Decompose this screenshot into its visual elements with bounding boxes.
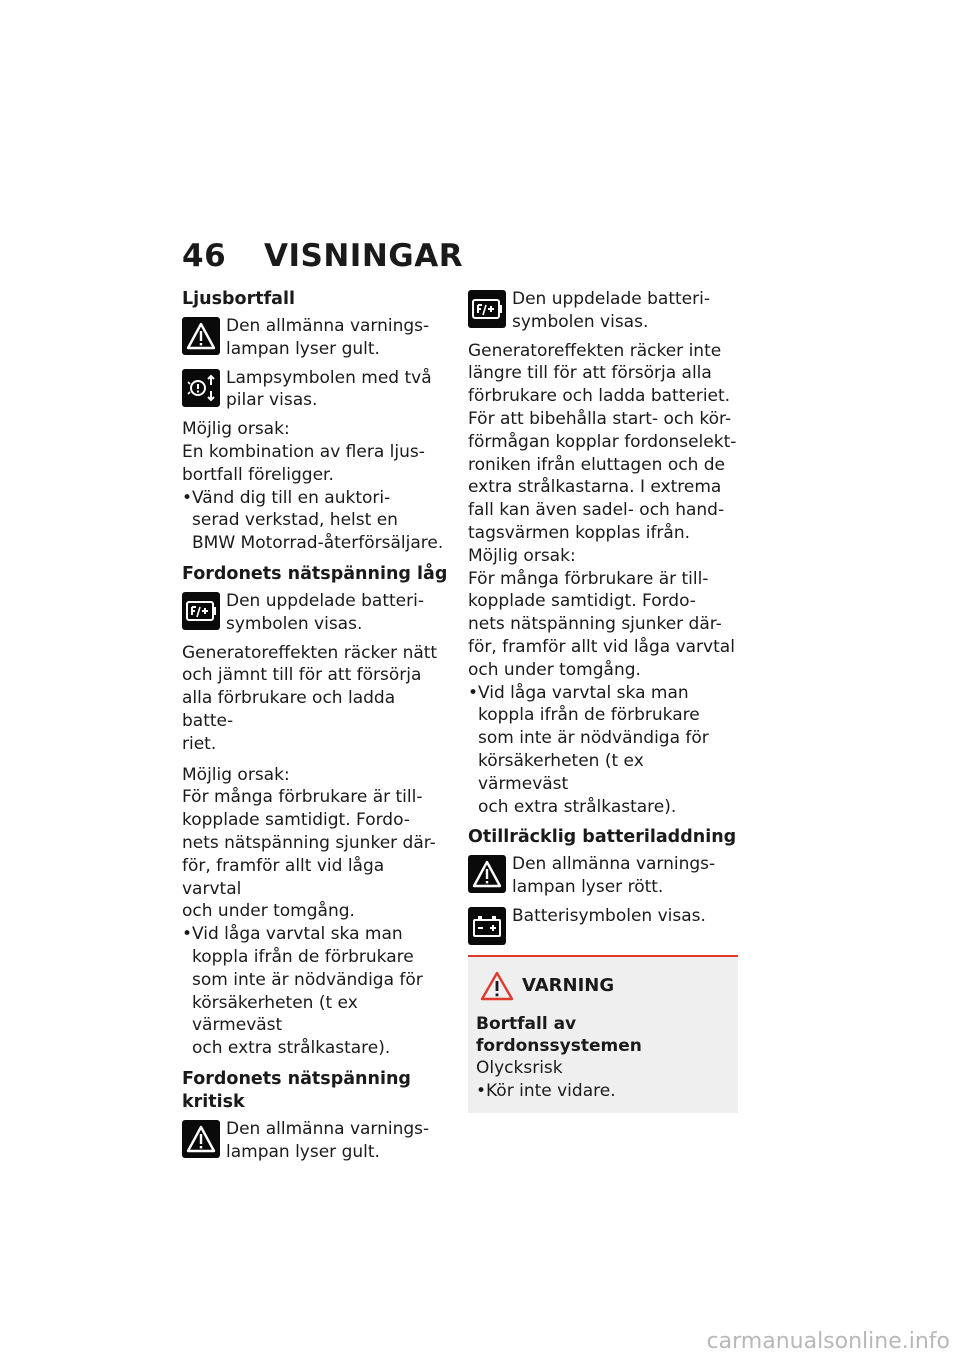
text-line: och extra strålkastare).: [478, 796, 677, 817]
text-line: alla förbrukare och ladda batte-: [182, 688, 396, 731]
icon-row-split-battery: [468, 288, 738, 334]
text-line: serad verkstad, helst en: [192, 510, 398, 531]
text-line: fall kan även sadel- och hand-: [468, 500, 725, 521]
text-line: lampan lyser rött.: [512, 877, 664, 898]
text-line: Den uppdelade batteri-: [226, 590, 424, 611]
text-line: Kör inte vidare.: [486, 1080, 616, 1101]
text-line: nets nätspänning sjunker där-: [182, 832, 436, 853]
bullet-item: • Vid låga varvtal ska man koppla ifrån de förbrukare som inte är nödvändiga för körsäkerheten (t ex värmeväst och extra strålkastare).: [182, 923, 448, 1060]
text-line: Den allmänna varnings-: [512, 854, 716, 875]
warning-title: [480, 971, 730, 1001]
text-line: förbrukare och ladda batteriet.: [468, 386, 731, 407]
text-line: tagsvärmen kopplas ifrån.: [468, 522, 691, 543]
warning-label: VARNING: [522, 975, 615, 997]
warning-triangle-icon: [480, 971, 514, 1001]
warning-box: [468, 955, 738, 1113]
text-line: lampan lyser gult.: [226, 1141, 380, 1162]
warning-risk: Olycksrisk: [476, 1057, 563, 1078]
section-heading-lamp-failure: Ljusbortfall: [182, 289, 295, 309]
lamp-arrows-icon: [182, 369, 220, 407]
icon-row-split-battery: [182, 590, 448, 636]
watermark: carmanualsonline.info: [706, 1329, 950, 1354]
text-line: En kombination av flera ljus-: [182, 441, 425, 462]
text-line: extra strålkastarna. I extrema: [468, 477, 722, 498]
text-line: Batterisymbolen visas.: [512, 905, 706, 926]
text-line: Den allmänna varnings-: [226, 1118, 430, 1139]
text-line: koppla ifrån de förbrukare: [478, 705, 700, 726]
text-line: lampan lyser gult.: [226, 338, 380, 359]
text-line: kopplade samtidigt. Fordo-: [468, 591, 696, 612]
text-line: För att bibehålla start- och kör-: [468, 408, 732, 429]
text-line: körsäkerheten (t ex värmeväst: [478, 750, 644, 794]
warning-triangle-icon: [182, 1120, 220, 1158]
text-line: symbolen visas.: [226, 613, 363, 634]
text-line: längre till för att försörja alla: [468, 363, 712, 384]
text-line: körsäkerheten (t ex värmeväst: [192, 992, 358, 1036]
text-line: för, framför allt vid låga varvtal: [468, 636, 735, 657]
split-battery-icon: [468, 290, 506, 328]
text-line: bortfall föreligger.: [182, 464, 334, 485]
text-line: roniken ifrån eluttagen och de: [468, 454, 725, 475]
text-line: som inte är nödvändiga för: [478, 728, 709, 749]
text-line: koppla ifrån de förbrukare: [192, 946, 414, 967]
icon-row-general-warning: [182, 315, 448, 361]
page-number: 46: [182, 238, 227, 274]
text-line: Den uppdelade batteri-: [512, 289, 710, 309]
bullet-item: • Vid låga varvtal ska man koppla ifrån de förbrukare som inte är nödvändiga för körsäkerheten (t ex värmeväst och extra strålkastare).: [468, 682, 738, 819]
warning-heading: Bortfall av fordonssystemen: [476, 1013, 642, 1056]
text-line: som inte är nödvändiga för: [192, 969, 423, 990]
cause-label: Möjlig orsak:: [182, 419, 290, 440]
text-line: Generatoreffekten räcker inte: [468, 340, 722, 361]
page-header: [182, 238, 463, 274]
text-line: symbolen visas.: [512, 311, 649, 332]
cause-label: Möjlig orsak:: [182, 764, 290, 785]
page-title: VISNINGAR: [264, 238, 464, 274]
text-line: Den allmänna varnings-: [226, 316, 430, 336]
icon-row-lamp-arrows: [182, 367, 448, 413]
battery-icon: [468, 907, 506, 945]
right-column: [468, 288, 738, 1113]
text-line: nets nätspänning sjunker där-: [468, 614, 722, 635]
text-line: och under tomgång.: [468, 659, 641, 680]
section-heading-insufficient-charging: Otillräcklig batteriladdning: [468, 827, 737, 848]
text-line: För många förbrukare är till-: [468, 568, 709, 589]
text-line: riet.: [182, 733, 217, 754]
section-heading-low-voltage: Fordonets nätspänning låg: [182, 563, 448, 584]
icon-row-general-warning: [182, 1118, 448, 1164]
text-line: Lampsymbolen med två: [226, 367, 432, 388]
text-line: och under tomgång.: [182, 901, 355, 922]
left-column: [182, 288, 448, 1170]
bullet-item: • Kör inte vidare.: [476, 1080, 616, 1101]
text-line: För många förbrukare är till-: [182, 787, 423, 808]
split-battery-icon: [182, 592, 220, 630]
icon-row-battery: [468, 905, 738, 945]
text-line: kopplade samtidigt. Fordo-: [182, 810, 410, 831]
icon-row-general-warning: [468, 853, 738, 899]
text-line: Generatoreffekten räcker nätt: [182, 642, 438, 663]
cause-label: Möjlig orsak:: [468, 545, 576, 566]
text-line: Vid låga varvtal ska man: [192, 924, 403, 945]
section-heading-critical-voltage: Fordonets nätspänning kritisk: [182, 1068, 411, 1112]
text-line: och jämnt till för att försörja: [182, 665, 422, 686]
text-line: Vid låga varvtal ska man: [478, 682, 689, 703]
text-line: för, framför allt vid låga varvtal: [182, 855, 385, 899]
text-line: pilar visas.: [226, 390, 318, 411]
text-line: och extra strålkastare).: [192, 1038, 391, 1059]
warning-triangle-icon: [182, 317, 220, 355]
bullet-item: • Vänd dig till en auktori- serad verkstad, helst en BMW Motorrad-återförsäljare.: [182, 487, 444, 554]
text-line: Vänd dig till en auktori-: [192, 487, 391, 508]
text-line: BMW Motorrad-återförsäljare.: [192, 533, 444, 554]
warning-triangle-icon: [468, 855, 506, 893]
text-line: förmågan kopplar fordonselekt-: [468, 431, 737, 452]
